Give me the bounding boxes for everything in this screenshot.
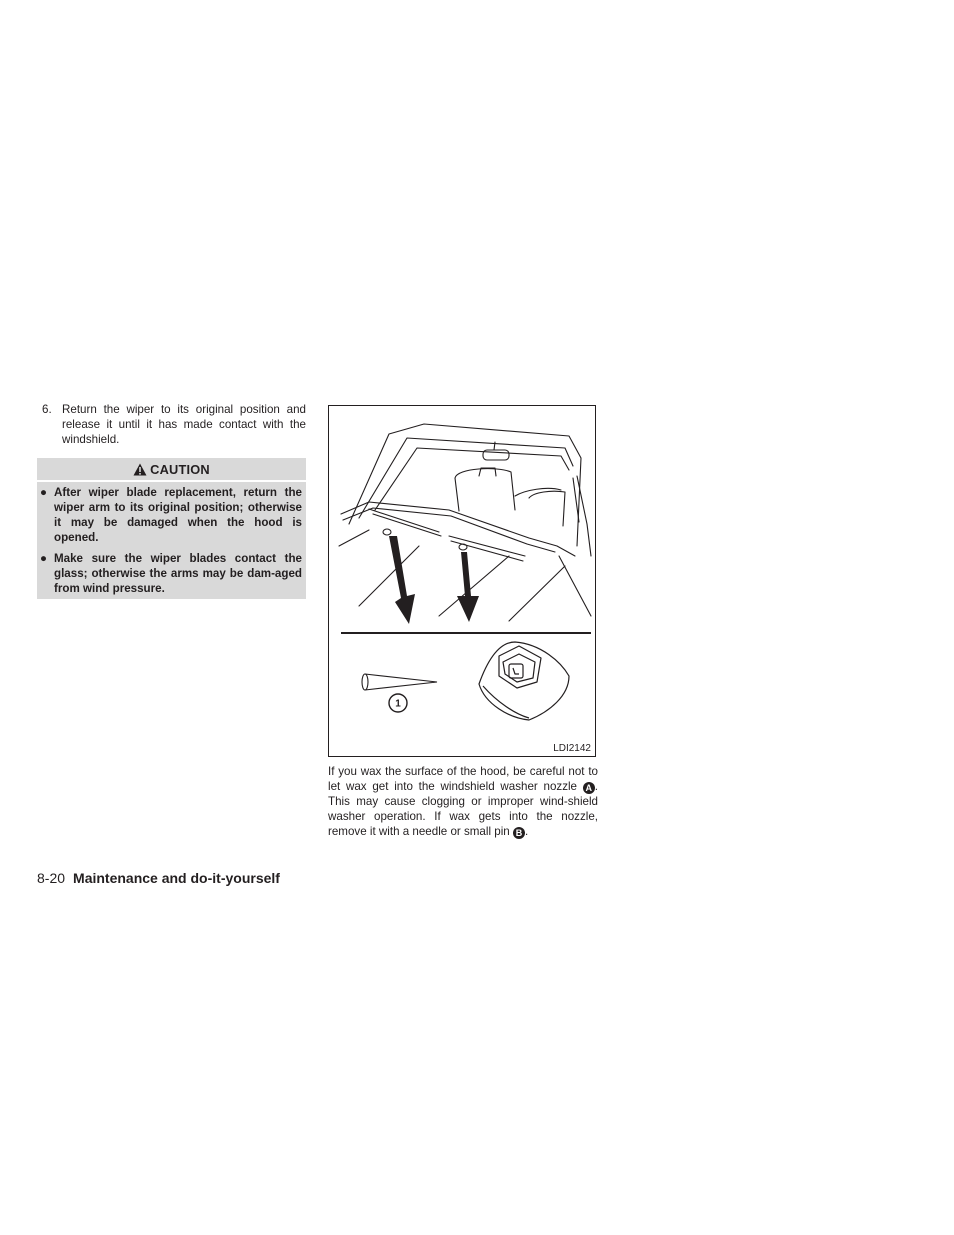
paragraph-text: If you wax the surface of the hood, be careful not to let wax get into the windshield washer nozzle [328,765,598,793]
paragraph-text: . This may cause clogging or improper wind-shield washer operation. If wax gets into the nozzle, remove it with a needle or small pin [328,780,598,838]
step-text: Return the wiper to its original position and release it until it has made contact with the windshield. [62,403,306,446]
circled-a-icon: A [583,782,595,794]
caution-item [37,485,302,545]
windshield-illustration [329,406,595,756]
page-footer [37,870,280,886]
caution-item-text: Make sure the wiper blades contact the glass; otherwise the arms may be dam-aged from wind pressure. [54,552,302,595]
svg-text:1: 1 [395,698,401,710]
section-title: Maintenance and do-it-yourself [73,870,280,886]
caution-title: CAUTION [150,461,210,477]
caution-item [37,551,302,596]
bullet-icon: ● [40,486,48,499]
caution-item-text: After wiper blade replacement, return the wiper arm to its original position; otherwise it may be damaged when the hood is opened. [54,486,302,544]
page-number: 8-20 [37,870,66,886]
figure-code: LDI2142 [553,743,591,754]
caution-header [37,458,306,482]
circled-b-icon: B [513,827,525,839]
windshield-washer-figure [328,405,596,757]
step-6 [42,402,306,447]
caution-box [37,458,306,599]
wax-warning-paragraph [328,764,598,839]
step-number: 6. [42,403,52,416]
callout-1-icon [389,694,407,712]
bullet-icon: ● [40,552,48,565]
caution-list [37,482,306,596]
warning-triangle-icon [133,463,147,476]
paragraph-text: . [524,825,529,838]
